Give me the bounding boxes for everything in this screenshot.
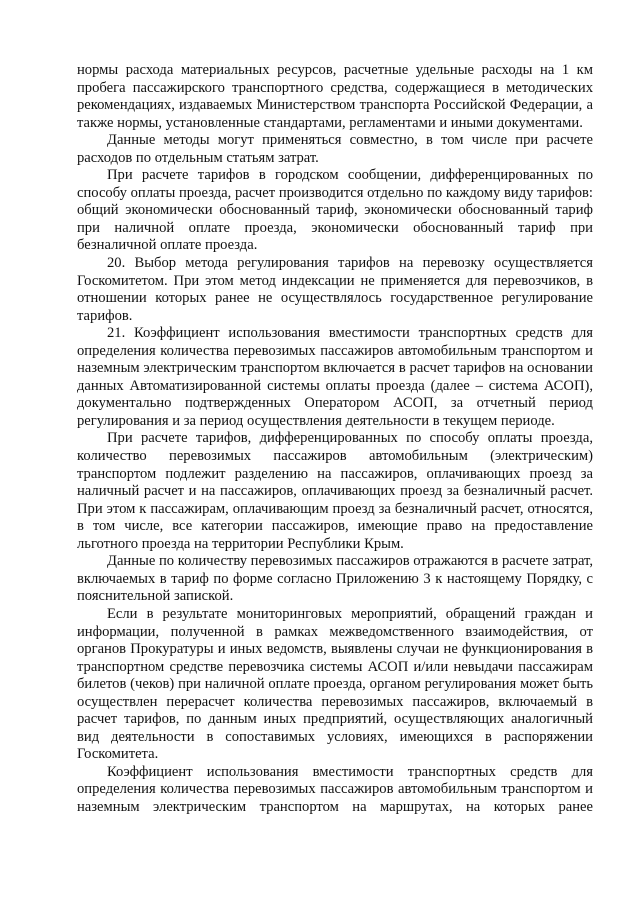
document-page (77, 62, 593, 817)
paragraph-3: При расчете тарифов в городском сообщении, дифференцированных по способу оплаты проезда, расчет производится отдельно по каждому виду тарифов: общий экономически обоснованный тариф, экономически обоснованный тариф при наличной оплате проезда, экономически обоснованный тариф при безналичной оплате проезда. (77, 167, 593, 254)
paragraph-5: 21. Коэффициент использования вместимости транспортных средств для определения количества перевозимых пассажиров автомобильным транспортом и наземным электрическим транспортом включается в расчет тарифов на основании данных Автоматизированной системы оплаты проезда (далее – система АСОП), документально подтвержденных Оператором АСОП, за отчетный период регулирования и за период осуществления деятельности в текущем периоде. (77, 325, 593, 429)
paragraph-4: 20. Выбор метода регулирования тарифов на перевозку осуществляется Госкомитетом. При этом метод индексации не применяется для перевозчиков, в отношении которых ранее не осуществлялось государственное регулирование тарифов. (77, 255, 593, 324)
paragraph-6: При расчете тарифов, дифференцированных по способу оплаты проезда, количество перевозимых пассажиров автомобильным (электрическим) транспортом подлежит разделению на пассажиров, оплачивающих проезд за наличный расчет и на пассажиров, оплачивающих проезд за безналичный расчет. При этом к пассажирам, оплачивающим проезд за безналичный расчет, относятся, в том числе, все категории пассажиров, имеющие право на предоставление льготного проезда на территории Республики Крым. (77, 430, 593, 552)
paragraph-9: Коэффициент использования вместимости транспортных средств для определения количества перевозимых пассажиров автомобильным транспортом и наземным электрическим транспортом на маршрутах, на которых ранее (77, 763, 593, 815)
paragraph-8: Если в результате мониторинговых мероприятий, обращений граждан и информации, полученной в рамках межведомственного взаимодействия, от органов Прокуратуры и иных ведомств, выявлены случаи не функционирования в транспортном средстве перевозчика системы АСОП и/или невыдачи пассажирам билетов (чеков) при наличной оплате проезда, органом регулирования может быть осуществлен перерасчет количества перевозимых пассажиров, включаемый в расчет тарифов, по данным иных предприятий, осуществляющих аналогичный вид деятельности в сопоставимых условиях, имеющихся в распоряжении Госкомитета. (77, 605, 593, 763)
paragraph-2: Данные методы могут применяться совместно, в том числе при расчете расходов по отдельным статьям затрат. (77, 132, 593, 166)
paragraph-7: Данные по количеству перевозимых пассажиров отражаются в расчете затрат, включаемых в тариф по форме согласно Приложению 3 к настоящему Порядку, с пояснительной запиской. (77, 553, 593, 605)
paragraph-1: нормы расхода материальных ресурсов, расчетные удельные расходы на 1 км пробега пассажирского транспортного средства, содержащиеся в методических рекомендациях, издаваемых Министерством транспорта Российской Федерации, а также нормы, установленные стандартами, регламентами и иными документами. (77, 62, 593, 131)
